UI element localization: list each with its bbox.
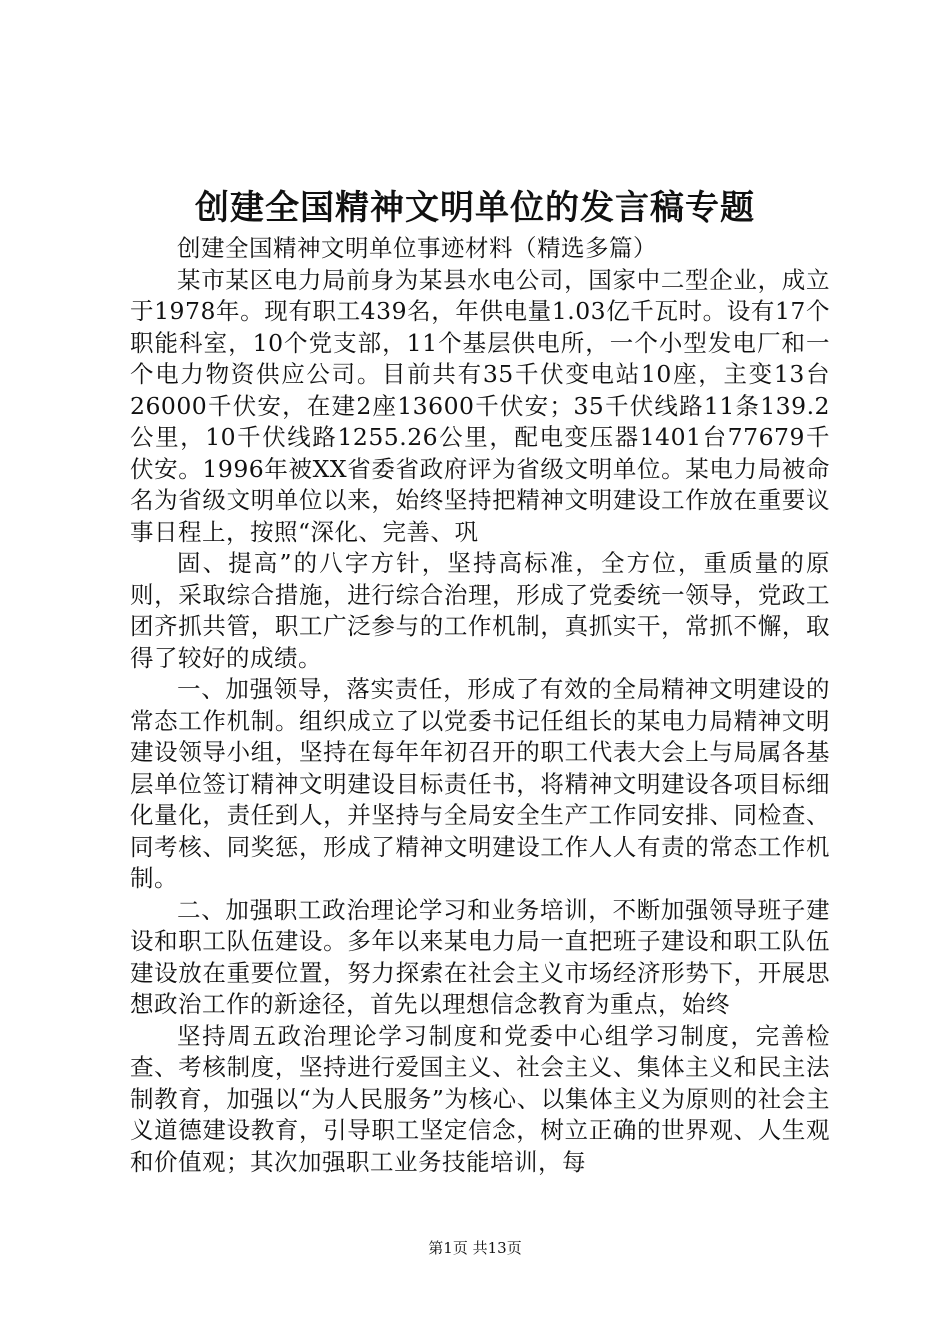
paragraph-section-two: 二、加强职工政治理论学习和业务培训，不断加强领导班子建设和职工队伍建设。多年以来某电力局一直把班子建设和职工队伍建设放在重要位置，努力探索在社会主义市场经济形势下，开展思想政治工作的新途径，首先以理想信念教育为重点，始终 <box>130 895 830 1018</box>
paragraph-principles: 固、提高”的八字方针，坚持高标准，全方位，重质量的原则，采取综合措施，进行综合治理，形成了党委统一领导，党政工团齐抓共管，职工广泛参与的工作机制，真抓实干，常抓不懈，取得了较好的成绩。 <box>130 549 830 672</box>
document-subtitle: 创建全国精神文明单位事迹材料（精选多篇） <box>177 234 657 262</box>
document-title: 创建全国精神文明单位的发言稿专题 <box>195 188 755 228</box>
page-number-footer: 第1页 共13页 <box>428 1239 522 1257</box>
paragraph-section-one: 一、加强领导，落实责任，形成了有效的全局精神文明建设的常态工作机制。组织成立了以党委书记任组长的某电力局精神文明建设领导小组，坚持在每年年初召开的职工代表大会上与局属各基层单位签订精神文明建设目标责任书，将精神文明建设各项目标细化量化，责任到人，并坚持与全局安全生产工作同安排、同检查、同考核、同奖惩，形成了精神文明建设工作人人有责的常态工作机制。 <box>130 675 830 892</box>
document-body <box>130 233 830 1178</box>
paragraph-intro: 某市某区电力局前身为某县水电公司，国家中二型企业，成立于1978年。现有职工439名，年供电量1.03亿千瓦时。设有17个职能科室，10个党支部，11个基层供电所，一个小型发电厂和一个电力物资供应公司。目前共有35千伏变电站10座，主变13台26000千伏安，在建2座13600千伏安；35千伏线路11条139.2公里，10千伏线路1255.26公里，配电变压器1401台77679千伏安。1996年被XX省委省政府评为省级文明单位。某电力局被命名为省级文明单位以来，始终坚持把精神文明建设工作放在重要议事日程上，按照“深化、完善、巩 <box>130 265 830 546</box>
paragraph-study-system: 坚持周五政治理论学习制度和党委中心组学习制度，完善检查、考核制度，坚持进行爱国主义、社会主义、集体主义和民主法制教育，加强以“为人民服务”为核心、以集体主义为原则的社会主义道德建设教育，引导职工坚定信念，树立正确的世界观、人生观和价值观；其次加强职工业务技能培训，每 <box>130 1021 830 1176</box>
